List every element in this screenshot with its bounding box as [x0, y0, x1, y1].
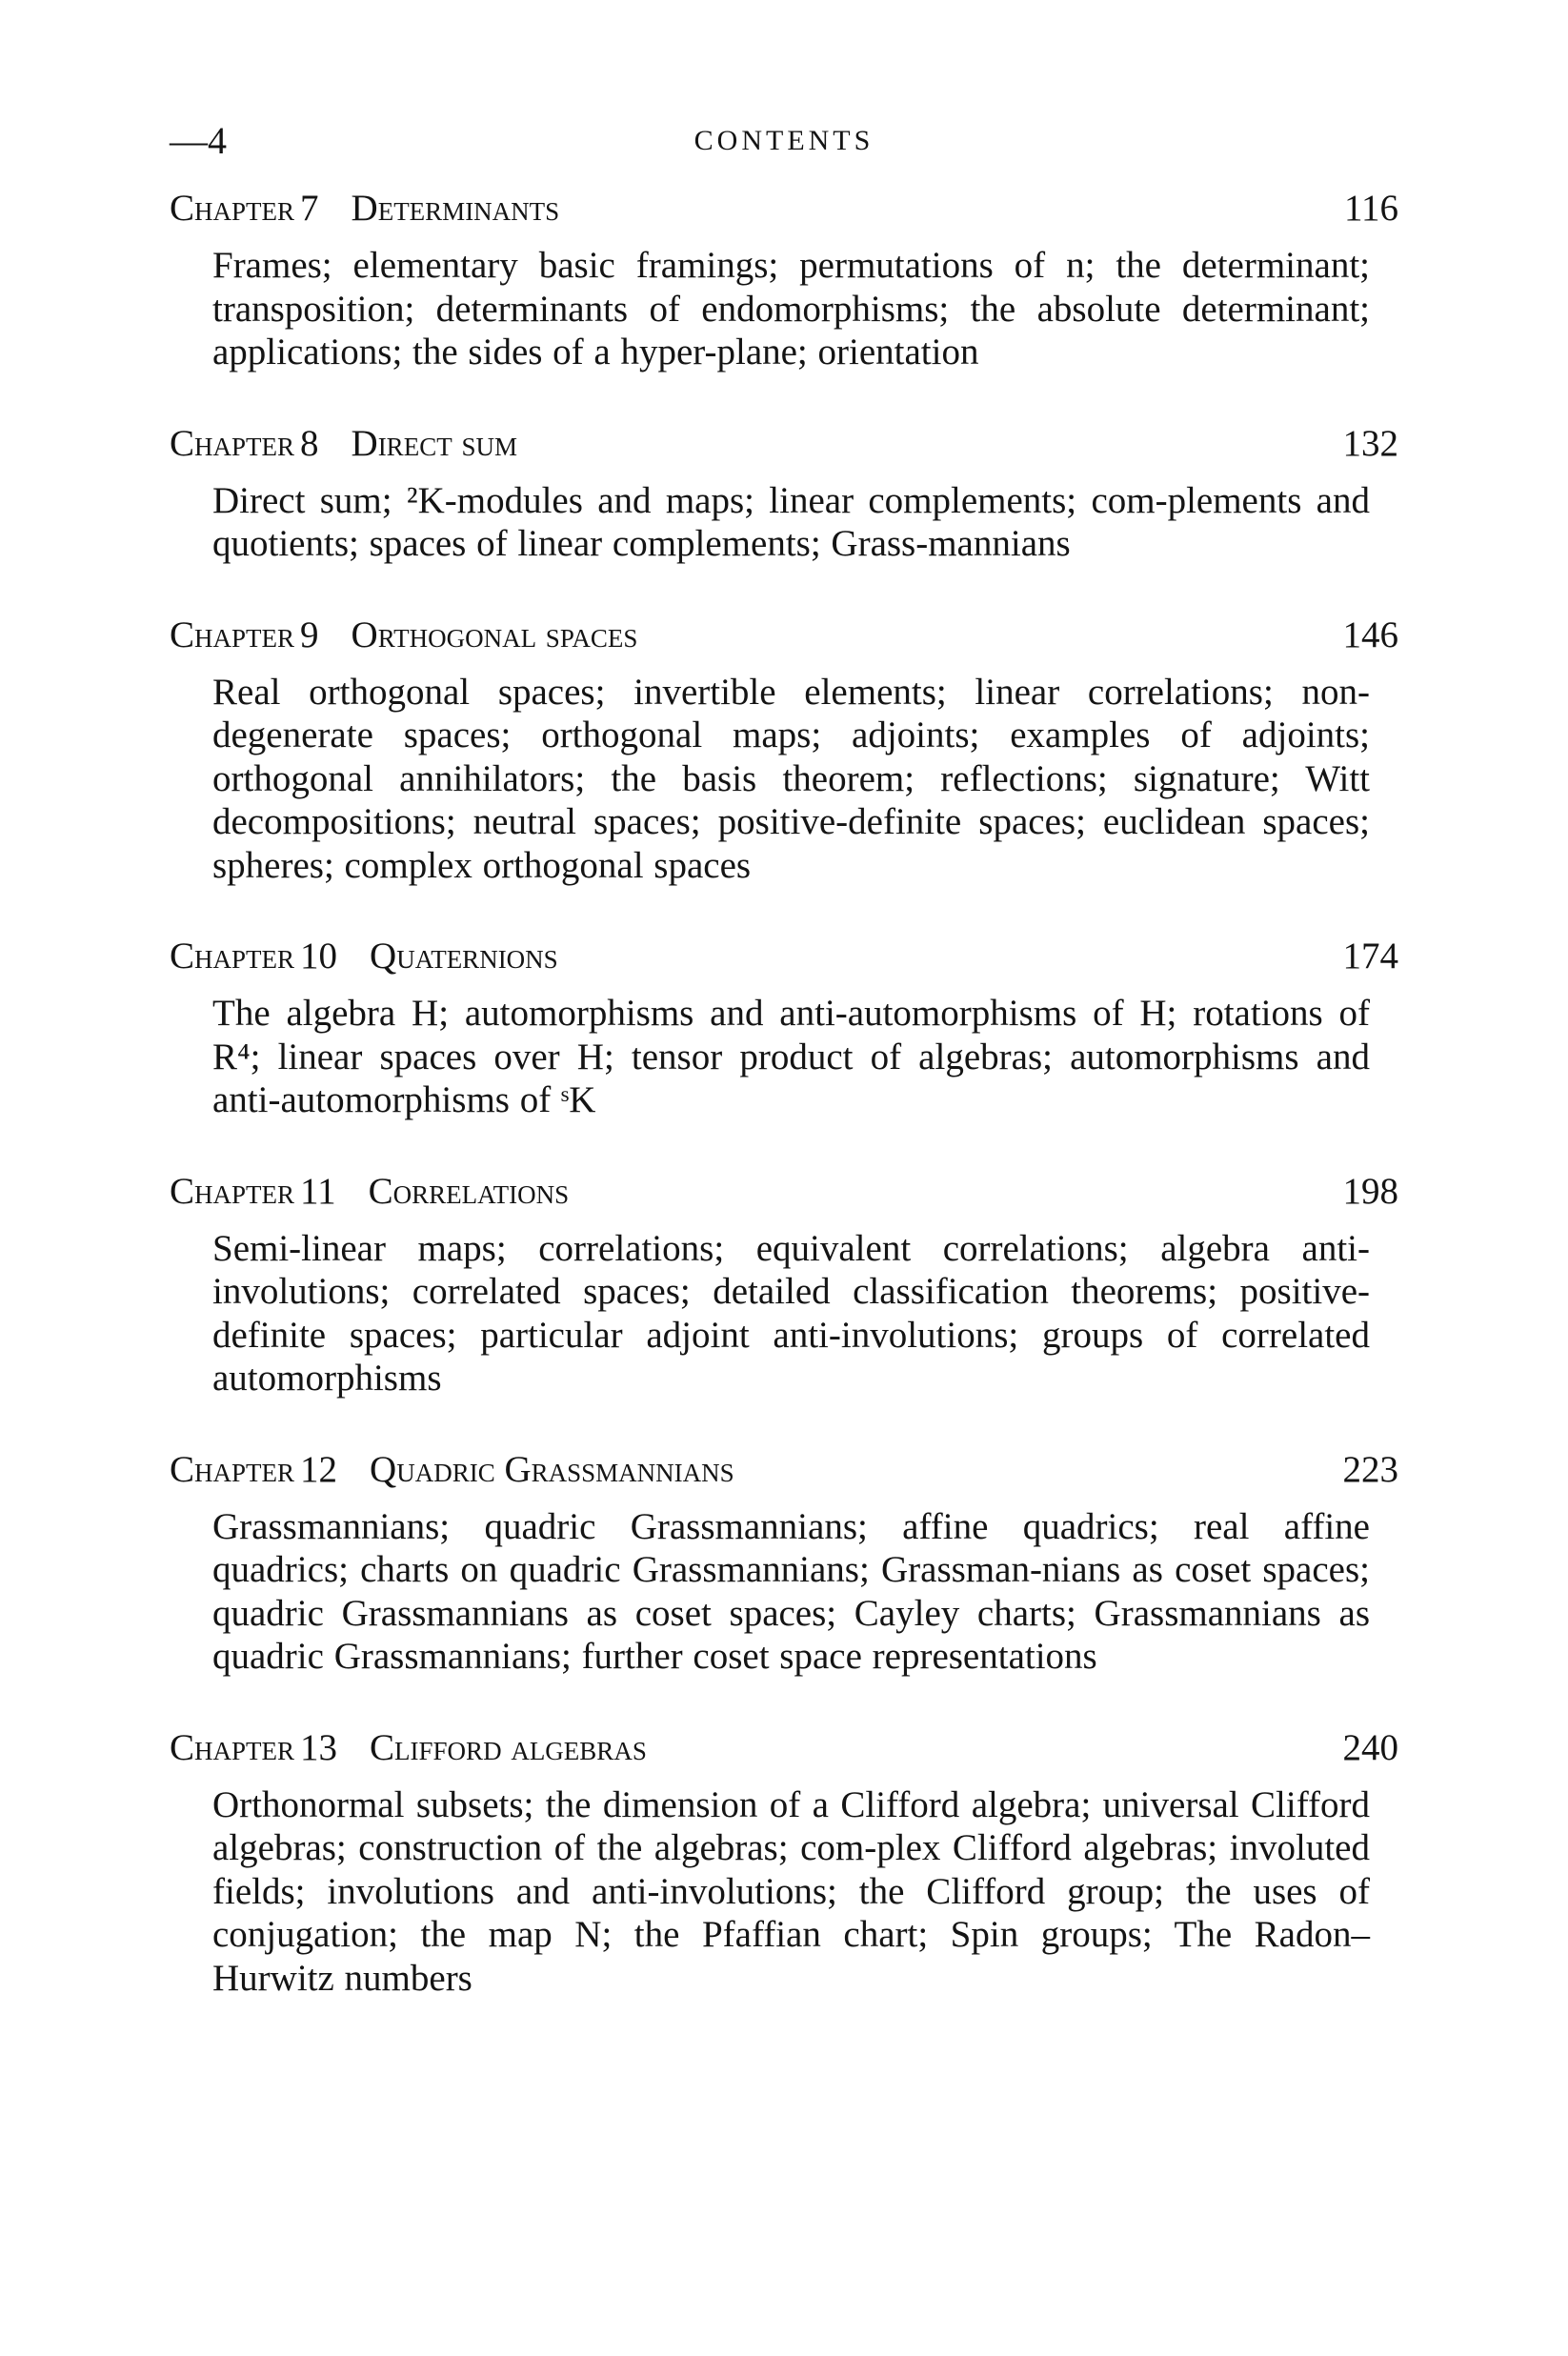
chapter-title: Quadric Grassmannians — [370, 1448, 734, 1490]
chapter-number: 9 — [300, 614, 319, 655]
chapter-heading — [170, 179, 1398, 238]
chapter-label: Chapter 7 Determinants — [170, 179, 559, 238]
contents-list — [170, 179, 1398, 2000]
chapter-label: Chapter 10 Quaternions — [170, 927, 558, 986]
chapter-number: 11 — [300, 1170, 336, 1212]
chapter-entry-7 — [170, 179, 1398, 374]
chapter-summary: Orthonormal subsets; the dimension of a Clifford algebra; universal Clifford algebras; construction of the algebras; com-plex Clifford algebras; involuted fields; involutions and anti-involutions; the Clifford group; the uses of conjugation; the map N; the Pfaffian chart; Spin groups; The Radon–Hurwitz numbers — [212, 1783, 1370, 1999]
chapter-title: Orthogonal spaces — [351, 614, 638, 655]
chapter-title: Quaternions — [370, 936, 558, 977]
chapter-title: Direct sum — [351, 422, 517, 464]
chapter-label: Chapter 11 Correlations — [170, 1162, 569, 1221]
chapter-number: 13 — [300, 1726, 338, 1768]
chapter-page-number: 174 — [1342, 936, 1398, 977]
chapter-entry-13 — [170, 1719, 1398, 2001]
chapter-number: 7 — [300, 188, 319, 229]
chapter-entry-8 — [170, 414, 1398, 566]
chapter-entry-9 — [170, 606, 1398, 888]
chapter-entry-12 — [170, 1440, 1398, 1679]
chapter-page-number: 240 — [1342, 1726, 1398, 1768]
chapter-heading — [170, 1440, 1398, 1500]
chapter-heading — [170, 1162, 1398, 1221]
chapter-title: Determinants — [351, 188, 560, 229]
chapter-summary: Grassmannians; quadric Grassmannians; affine quadrics; real affine quadrics; charts on quadric Grassmannians; Grassman-nians as coset spaces; quadric Grassmannians as coset spaces; Cayley charts; Grassmannians as quadric Grassmannians; further coset space representations — [212, 1505, 1370, 1677]
chapter-heading — [170, 1719, 1398, 1778]
chapter-entry-11 — [170, 1162, 1398, 1400]
chapter-page-number: 116 — [1343, 188, 1398, 229]
chapter-page-number: 198 — [1342, 1170, 1398, 1212]
chapter-title: Correlations — [368, 1170, 570, 1212]
chapter-page-number: 146 — [1342, 614, 1398, 655]
running-title: CONTENTS — [694, 125, 874, 156]
running-head — [170, 112, 1398, 170]
chapter-label: Chapter 8 Direct sum — [170, 414, 517, 473]
chapter-heading — [170, 927, 1398, 986]
chapter-summary: Real orthogonal spaces; invertible elements; linear correlations; non-degenerate spaces; orthogonal maps; adjoints; examples of adjoints; orthogonal annihilators; the basis theorem; reflections; signature; Witt decompositions; neutral spaces; positive-definite spaces; euclidean spaces; spheres; complex orthogonal spaces — [212, 671, 1370, 886]
chapter-page-number: 223 — [1342, 1448, 1398, 1490]
chapter-summary: Frames; elementary basic framings; permutations of n; the determinant; transposition; determinants of endomorphisms; the absolute determinant; applications; the sides of a hyper-plane; orientation — [212, 245, 1370, 373]
chapter-label: Chapter 13 Clifford algebras — [170, 1719, 647, 1778]
chapter-heading — [170, 414, 1398, 473]
chapter-number: 10 — [300, 936, 338, 977]
page-folio: —4 — [170, 119, 227, 162]
chapter-number: 8 — [300, 422, 319, 464]
chapter-entry-10 — [170, 927, 1398, 1122]
chapter-label: Chapter 12 Quadric Grassmannians — [170, 1440, 734, 1500]
chapter-title: Clifford algebras — [370, 1726, 647, 1768]
chapter-summary: The algebra H; automorphisms and anti-automorphisms of H; rotations of R⁴; linear spaces over H; tensor product of algebras; automorphisms and anti-automorphisms of ˢK — [212, 993, 1370, 1120]
chapter-label: Chapter 9 Orthogonal spaces — [170, 606, 637, 665]
chapter-summary: Semi-linear maps; correlations; equivalent correlations; algebra anti-involutions; correlated spaces; detailed classification theorems; positive-definite spaces; particular adjoint anti-involutions; groups of correlated automorphisms — [212, 1227, 1370, 1399]
chapter-heading — [170, 606, 1398, 665]
chapter-summary: Direct sum; ²K-modules and maps; linear complements; com-plements and quotients; spaces of linear complements; Grass-mannians — [212, 479, 1370, 564]
chapter-number: 12 — [300, 1448, 338, 1490]
chapter-page-number: 132 — [1342, 422, 1398, 464]
